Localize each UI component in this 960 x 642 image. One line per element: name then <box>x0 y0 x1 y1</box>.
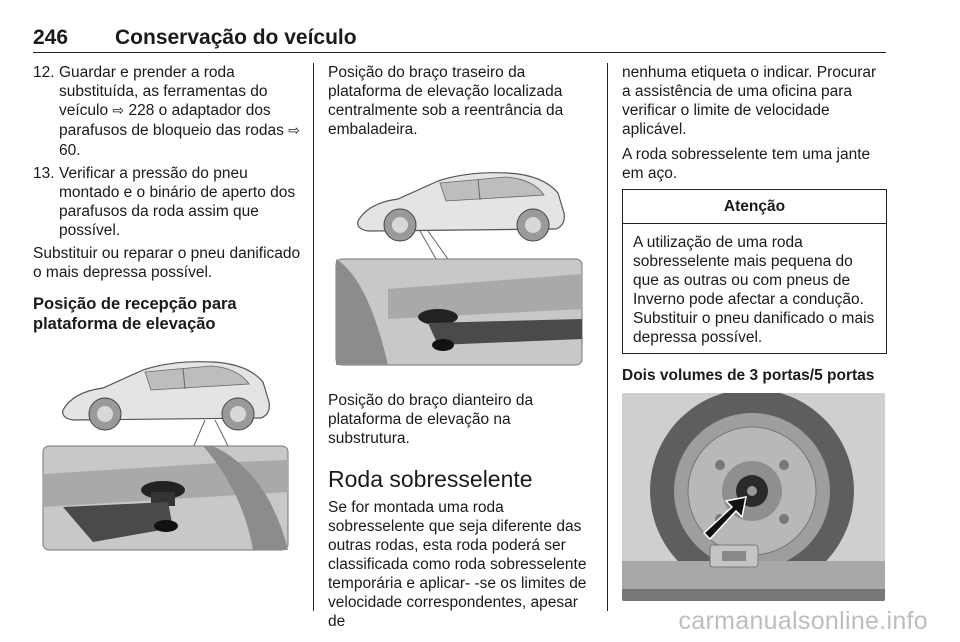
figure-front-lift-point <box>328 159 590 369</box>
column-3 <box>622 63 887 601</box>
list-text: Guardar e prender a roda substituída, as ferramentas do veículo <box>59 64 268 119</box>
page-number: 246 <box>33 26 69 49</box>
car-lift-illustration <box>33 342 301 552</box>
list-text: Verificar a pressão do pneu montado e o binário de aperto dos parafusos da roda assim que possível. <box>59 165 296 239</box>
paragraph: nenhuma etiqueta o indicar. Procurar a assistência de uma oficina para verificar o limite de velocidade aplicável. <box>622 64 877 138</box>
reference-arrow-icon: ⇨ <box>288 123 300 139</box>
column-divider <box>607 63 608 611</box>
list-text: o adaptador dos parafusos de bloqueio das rodas <box>59 102 289 139</box>
warning-title: Atenção <box>623 190 886 224</box>
figure-spare-wheel <box>622 393 885 601</box>
warning-text: A utilização de uma roda sobresselente mais pequena do que as outras ou com pneus de Inverno pode afectar a condução. Substituir o pneu danificado o mais depressa possível. <box>633 234 875 346</box>
list-number: 12. <box>33 64 55 81</box>
list-item <box>33 164 301 240</box>
page-header <box>33 22 886 53</box>
page-reference[interactable]: 228 <box>128 102 155 119</box>
column-1 <box>33 63 301 552</box>
watermark: carmanualsonline.info <box>678 607 928 635</box>
paragraph: A roda sobresselente tem uma jante em aço. <box>622 146 871 182</box>
reference-arrow-icon: ⇨ <box>112 103 125 119</box>
paragraph: Posição do braço traseiro da plataforma de elevação localizada centralmente sob a reentrância da embaladeira. <box>328 64 564 138</box>
warning-box <box>622 189 887 354</box>
paragraph: Substituir ou reparar o pneu danificado o mais depressa possível. <box>33 245 301 281</box>
section-heading: Roda sobresselente <box>328 466 533 492</box>
spare-wheel-illustration <box>622 393 885 601</box>
paragraph: Se for montada uma roda sobresselente que seja diferente das outras rodas, esta roda poderá ser classificada como roda sobresselente temporária e aplicar- -se os limites de velocidade correspondentes, apesar de <box>328 499 587 630</box>
list-number: 13. <box>33 165 55 182</box>
page-reference[interactable]: 60. <box>59 142 81 159</box>
subsection-heading: Dois volumes de 3 portas/5 portas <box>622 367 875 384</box>
column-2 <box>328 63 590 637</box>
car-lift-illustration <box>328 159 590 369</box>
section-heading: Posição de recepção para plataforma de elevação <box>33 295 237 333</box>
figure-rear-lift-point <box>33 342 301 552</box>
column-divider <box>313 63 314 611</box>
page-title: Conservação do veículo <box>115 26 357 49</box>
list-item <box>33 63 301 160</box>
paragraph: Posição do braço dianteiro da plataforma de elevação na substrutura. <box>328 392 534 447</box>
